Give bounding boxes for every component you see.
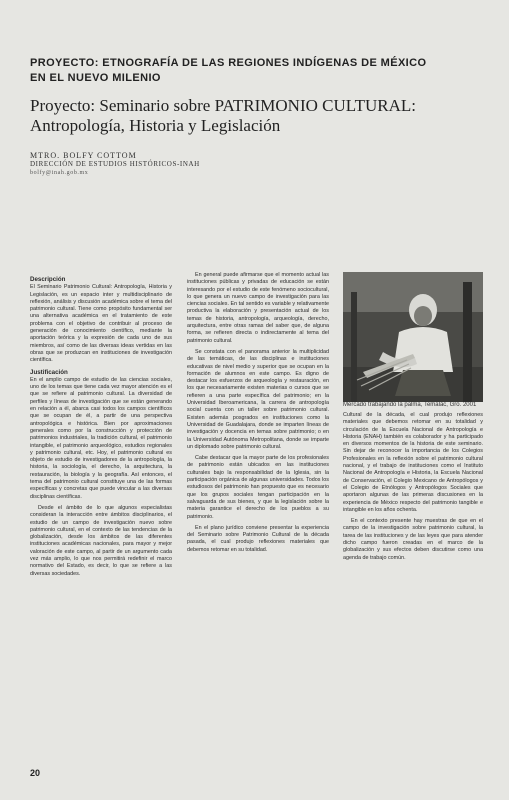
project-heading-line1: PROYECTO: ETNOGRAFÍA DE LAS REGIONES INDÍGENAS DE MÉXICO: [30, 57, 427, 69]
paragraph: En el plano jurídico conviene presentar la experiencia del Seminario sobre Patrimonio Cultural de la década pasada, el cual produjo reflexiones materiales que debemos retomar en su totalidad.: [187, 524, 329, 553]
photo-illustration: [343, 272, 483, 402]
section-heading-descripcion: Descripción: [30, 276, 66, 283]
paragraph: El Seminario Patrimonio Cultural: Antropología, Historia y Legislación, es un espacio inter y multidisciplinario de reflexión, análisis y discusión académica sobre el tema del patrimonio cultural. Tiene como propósito fundamental ser una alternativa académica en el tratamiento de este problema con el objetivo de contribuir al proceso de generación de conocimiento científico, mediante la aportación teórica y la expresión de cada uno de sus miembros, así como de las diversas ideas vertidas en las obras que se produzcan en instituciones de investigación científica.: [30, 284, 172, 364]
paragraph: Se constata con el panorama anterior la multiplicidad de las temáticas, de las disciplinas e instituciones educativas de nivel medio y superior que se ocupan en la formación de alumnos en este campo. Es digno de destacar los esfuerzos de arqueología y restauración, en los que necesariamente existen materias o cursos que se refieren a una parte específica del patrimonio; en la Universidad Iberoamericana, la carrera de antropología social cuenta con un taller sobre patrimonio cultural. Existen además posgrados en instituciones como la Universidad de Guadalajara, donde se imparten líneas de investigación y docencia en temas sobre patrimonio; o en la Universidad Autónoma Metropolitana, donde se imparte un diplomado sobre patrimonio cultural.: [187, 348, 329, 450]
page-number: 20: [30, 768, 41, 778]
author-email: bolfy@inah.gob.mx: [30, 170, 89, 176]
author-name: MTRO. BOLFY COTTOM: [30, 151, 137, 160]
article-title-line2: Antropología, Historia y Legislación: [30, 116, 281, 135]
text-column-3: [343, 412, 483, 566]
paragraph: Cabe destacar que la mayor parte de los profesionales de patrimonio están ubicados en las instituciones culturales bajo la responsabilidad de la Iglesia, sin la participación orgánica de algunas universidades. Todos los estudiosos del patrimonio han propuesto que es necesario que los grupos sociales tengan participación en la salvaguarda de sus bienes, y que la legislación sobre la materia garantice el derecho de los pueblos a su patrimonio.: [187, 455, 329, 520]
project-heading: [30, 56, 470, 86]
photo-caption: Mercado trabajando la palma, Temalac, Gro. 2001: [343, 402, 477, 408]
author-block: [30, 151, 330, 178]
artisan-photo: [343, 272, 483, 402]
paragraph: En el amplio campo de estudio de las ciencias sociales, uno de los temas que tiene cada vez mayor atención es el que se refiere al patrimonio cultural. La diversidad de perfiles y líneas de investigación que se están generando en relación a él, abarca casi todos los campos científicos que se ocupan de él, a partir de una perspectiva antropológica e histórica. Bien por aproximaciones generales como por la construcción y protección de patrimonios industriales, la tradición cultural, el patrimonio intangible, el patrimonio arqueológico, estudios regionales y patrimonio cultural, etc. Hoy, el patrimonio cultural es objeto de estudio de investigadores de la antropología, la historia, la sociología, el derecho, la arquitectura, la restauración, la biología y la geografía. Así entonces, el tema del patrimonio cultural constituye una de las formas específicas y concretas que puede vincular a las diversas disciplinas científicas.: [30, 376, 172, 500]
article-title-line1: Proyecto: Seminario sobre PATRIMONIO CULTURAL:: [30, 96, 416, 115]
text-column-2: [187, 272, 329, 558]
text-column-1: [30, 272, 172, 582]
paragraph: En general puede afirmarse que el momento actual las instituciones públicas y privadas de educación se están interesando por el estudio de este fenómeno sociocultural, lo que genera un nuevo campo de investigación para las ciencias sociales. En tal sentido es variable y relativamente productiva la elaboración y presentación actual de los temas de historia, antropología, arqueología, derecho, arquitectura, entre otras ramas del saber que, de alguna forma, se refieren directa o indirectamente al tema del patrimonio cultural.: [187, 272, 329, 344]
paragraph: En el contexto presente hay muestras de que en el campo de la investigación sobre patrimonio cultural, la tarea de las instituciones y de las leyes que para atender dicho campo fueron creadas en el marco de la globalización y sus efectos deben discutirse como una agenda de trabajo común.: [343, 518, 483, 561]
paragraph: Cultural de la década, el cual produjo reflexiones materiales que debemos retomar en su totalidad y circulación de la Escuela Nacional de Antropología e Historia (ENAH) también es colaborador y ha participado en diversos momentos de la historia de este seminario. Sin dejar de reconocer la importancia de los Colegios Profesionales en la reflexión sobre el patrimonio cultural nacional, y el trabajo de instituciones como el Instituto Nacional de Antropología e Historia, la Escuela Nacional de Conservación, el Colegio Mexicano de Antropólogos y el Colegio de Etnólogos y Antropólogos Sociales que aportaron algunas de las primeras discusiones en la experiencia de México respecto del patrimonio tangible e intangible en los años ochenta.: [343, 412, 483, 513]
project-heading-line2: EN EL NUEVO MILENIO: [30, 72, 161, 84]
paragraph: Desde el ámbito de lo que algunos especialistas consideran la interacción entre ámbitos disciplinarios, el estudio de un campo de investigación nuevo sobre patrimonio cultural, en el contexto de las tendencias de la globalización, desde los ámbitos de las diferentes instituciones académicas nacionales, para mayor y mejor valoración de este campo, al partir de un argumento cada vez más amplio, lo que nos permitirá redefinir el marco normativo del Estado, es decir, lo que se refiere a las diversas sociedades.: [30, 504, 172, 577]
article-title: [30, 96, 490, 136]
section-heading-justificacion: Justificación: [30, 368, 68, 376]
author-position: DIRECCIÓN DE ESTUDIOS HISTÓRICOS-INAH: [30, 160, 200, 168]
